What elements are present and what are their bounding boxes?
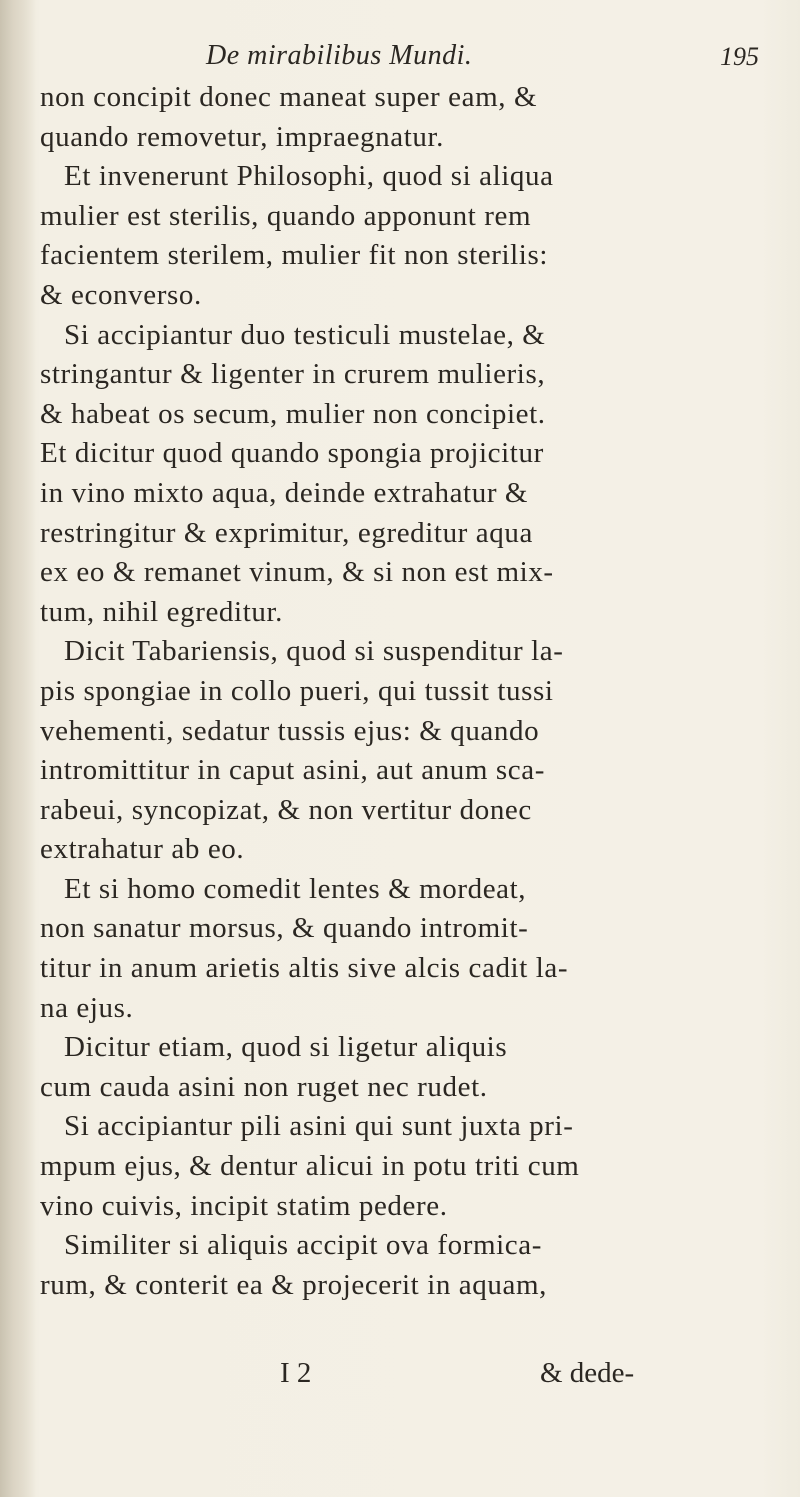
text-line: Si accipiantur pili asini qui sunt juxta pri- — [64, 1110, 574, 1143]
signature-mark: I 2 — [280, 1357, 312, 1389]
page-number: 195 — [720, 42, 759, 71]
text-line: extrahatur ab eo. — [40, 833, 245, 866]
text-line: Dicitur etiam, quod si ligetur aliquis — [64, 1031, 508, 1064]
text-line: mpum ejus, & dentur alicui in potu triti cum — [40, 1150, 580, 1183]
text-line: Similiter si aliquis accipit ova formica- — [64, 1229, 543, 1262]
text-line: Et si homo comedit lentes & mordeat, — [64, 872, 527, 905]
text-line: na ejus. — [40, 991, 134, 1024]
text-line: non concipit donec maneat super eam, & — [40, 81, 538, 113]
text-line: quando removetur, impraegnatur. — [40, 120, 444, 153]
text-line: restringitur & exprimitur, egreditur aqua — [40, 516, 533, 549]
page-header — [0, 40, 800, 80]
text-line: Et invenerunt Philosophi, quod si aliqua — [64, 160, 554, 193]
text-line: Et dicitur quod quando spongia projicitur — [40, 437, 544, 470]
text-line: Dicit Tabariensis, quod si suspenditur la- — [64, 635, 564, 668]
text-line: facientem sterilem, mulier fit non sterilis: — [40, 239, 548, 272]
text-line: titur in anum arietis altis sive alcis cadit la- — [40, 952, 569, 985]
text-line: vehementi, sedatur tussis ejus: & quando — [40, 714, 540, 747]
text-line: rum, & conterit ea & projecerit in aquam, — [40, 1268, 547, 1301]
text-line: Si accipiantur duo testiculi mustelae, & — [64, 318, 546, 351]
text-line: & econverso. — [40, 278, 202, 311]
text-line: tum, nihil egreditur. — [40, 595, 283, 628]
binding-gutter — [0, 0, 36, 1497]
running-title: De mirabilibus Mundi. — [206, 40, 473, 71]
catchword: & dede- — [540, 1357, 635, 1389]
text-line: stringantur & ligenter in crurem mulieris, — [40, 358, 546, 391]
text-line: pis spongiae in collo pueri, qui tussit tussi — [40, 674, 554, 707]
text-line: non sanatur morsus, & quando intromit- — [40, 912, 529, 945]
text-line: mulier est sterilis, quando apponunt rem — [40, 199, 532, 232]
text-line: intromittitur in caput asini, aut anum sca- — [40, 754, 545, 787]
text-line: & habeat os secum, mulier non concipiet. — [40, 397, 546, 430]
text-line: ex eo & remanet vinum, & si non est mix- — [40, 556, 554, 589]
page-footer — [280, 1357, 740, 1397]
text-line: in vino mixto aqua, deinde extrahatur & — [40, 476, 529, 509]
text-line: rabeui, syncopizat, & non vertitur donec — [40, 793, 532, 826]
text-line: cum cauda asini non ruget nec rudet. — [40, 1070, 488, 1103]
body-text — [40, 78, 780, 1305]
text-line: vino cuivis, incipit statim pedere. — [40, 1189, 448, 1222]
